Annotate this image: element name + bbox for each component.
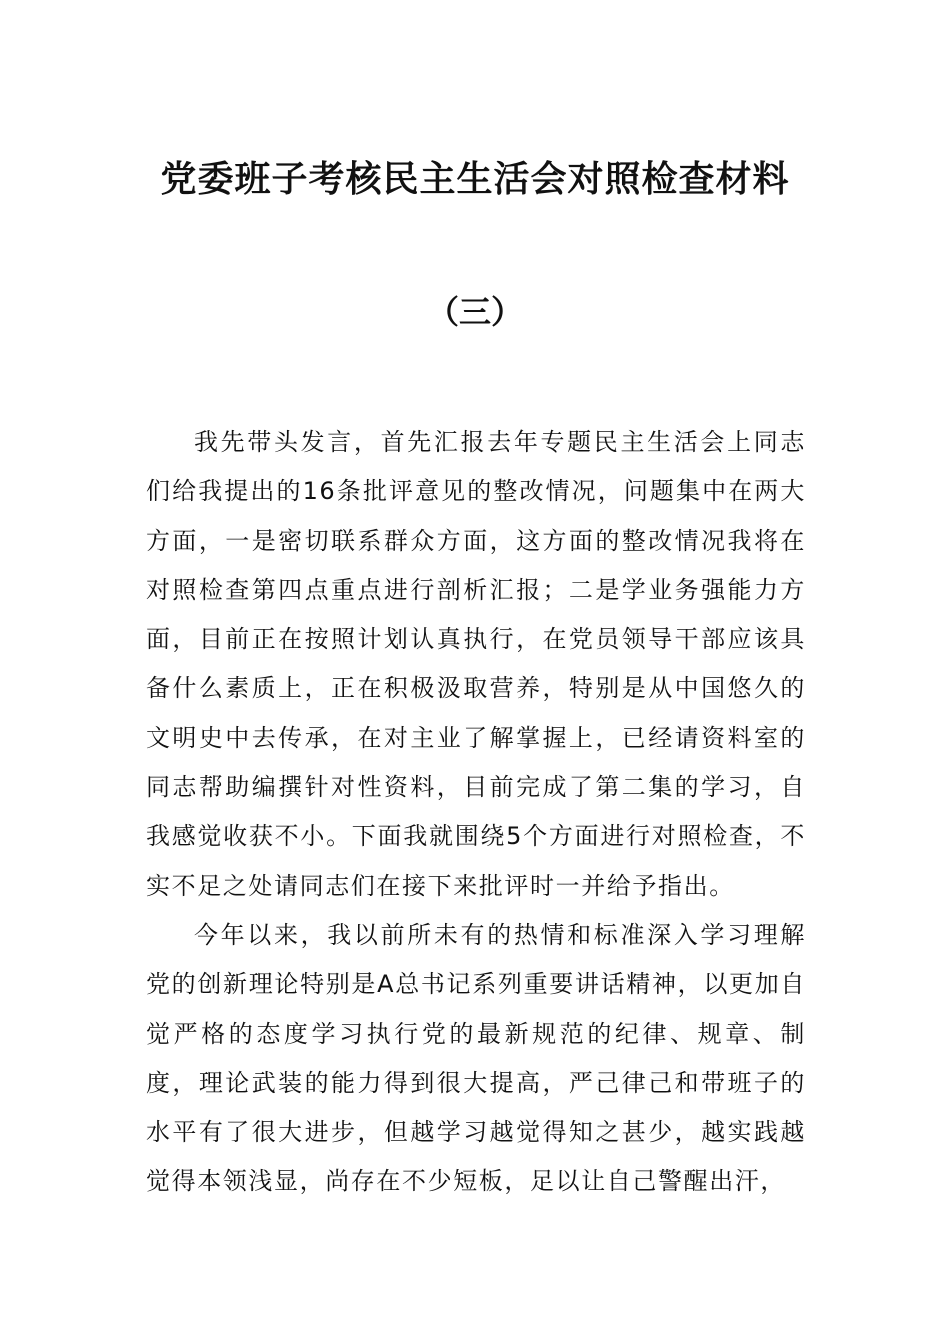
paragraph-2: 今年以来，我以前所未有的热情和标准深入学习理解党的创新理论特别是A总书记系列重要讲话精神，以更加自觉严格的态度学习执行党的最新规范的纪律、规章、制度，理论武装的能力得到很大提高，严己律己和带班子的水平有了很大进步，但越学习越觉得知之甚少，越实践越觉得本领浅显，尚存在不少短板，足以让自己警醒出汗， bbox=[146, 920, 806, 1196]
document-body bbox=[146, 418, 806, 1207]
paragraph-1: 我先带头发言，首先汇报去年专题民主生活会上同志们给我提出的16条批评意见的整改情况，问题集中在两大方面，一是密切联系群众方面，这方面的整改情况我将在对照检查第四点重点进行剖析汇报；二是学业务强能力方面，目前正在按照计划认真执行，在党员领导干部应该具备什么素质上，正在积极汲取营养，特别是从中国悠久的文明史中去传承，在对主业了解掌握上，已经请资料室的同志帮助编撰针对性资料，目前完成了第二集的学习，自我感觉收获不小。下面我就围绕5个方面进行对照检查，不实不足之处请同志们在接下来批评时一并给予指出。 bbox=[146, 428, 806, 900]
document-subtitle: （三） bbox=[426, 293, 523, 331]
document-title: 党委班子考核民主生活会对照检查材料 bbox=[160, 159, 790, 200]
